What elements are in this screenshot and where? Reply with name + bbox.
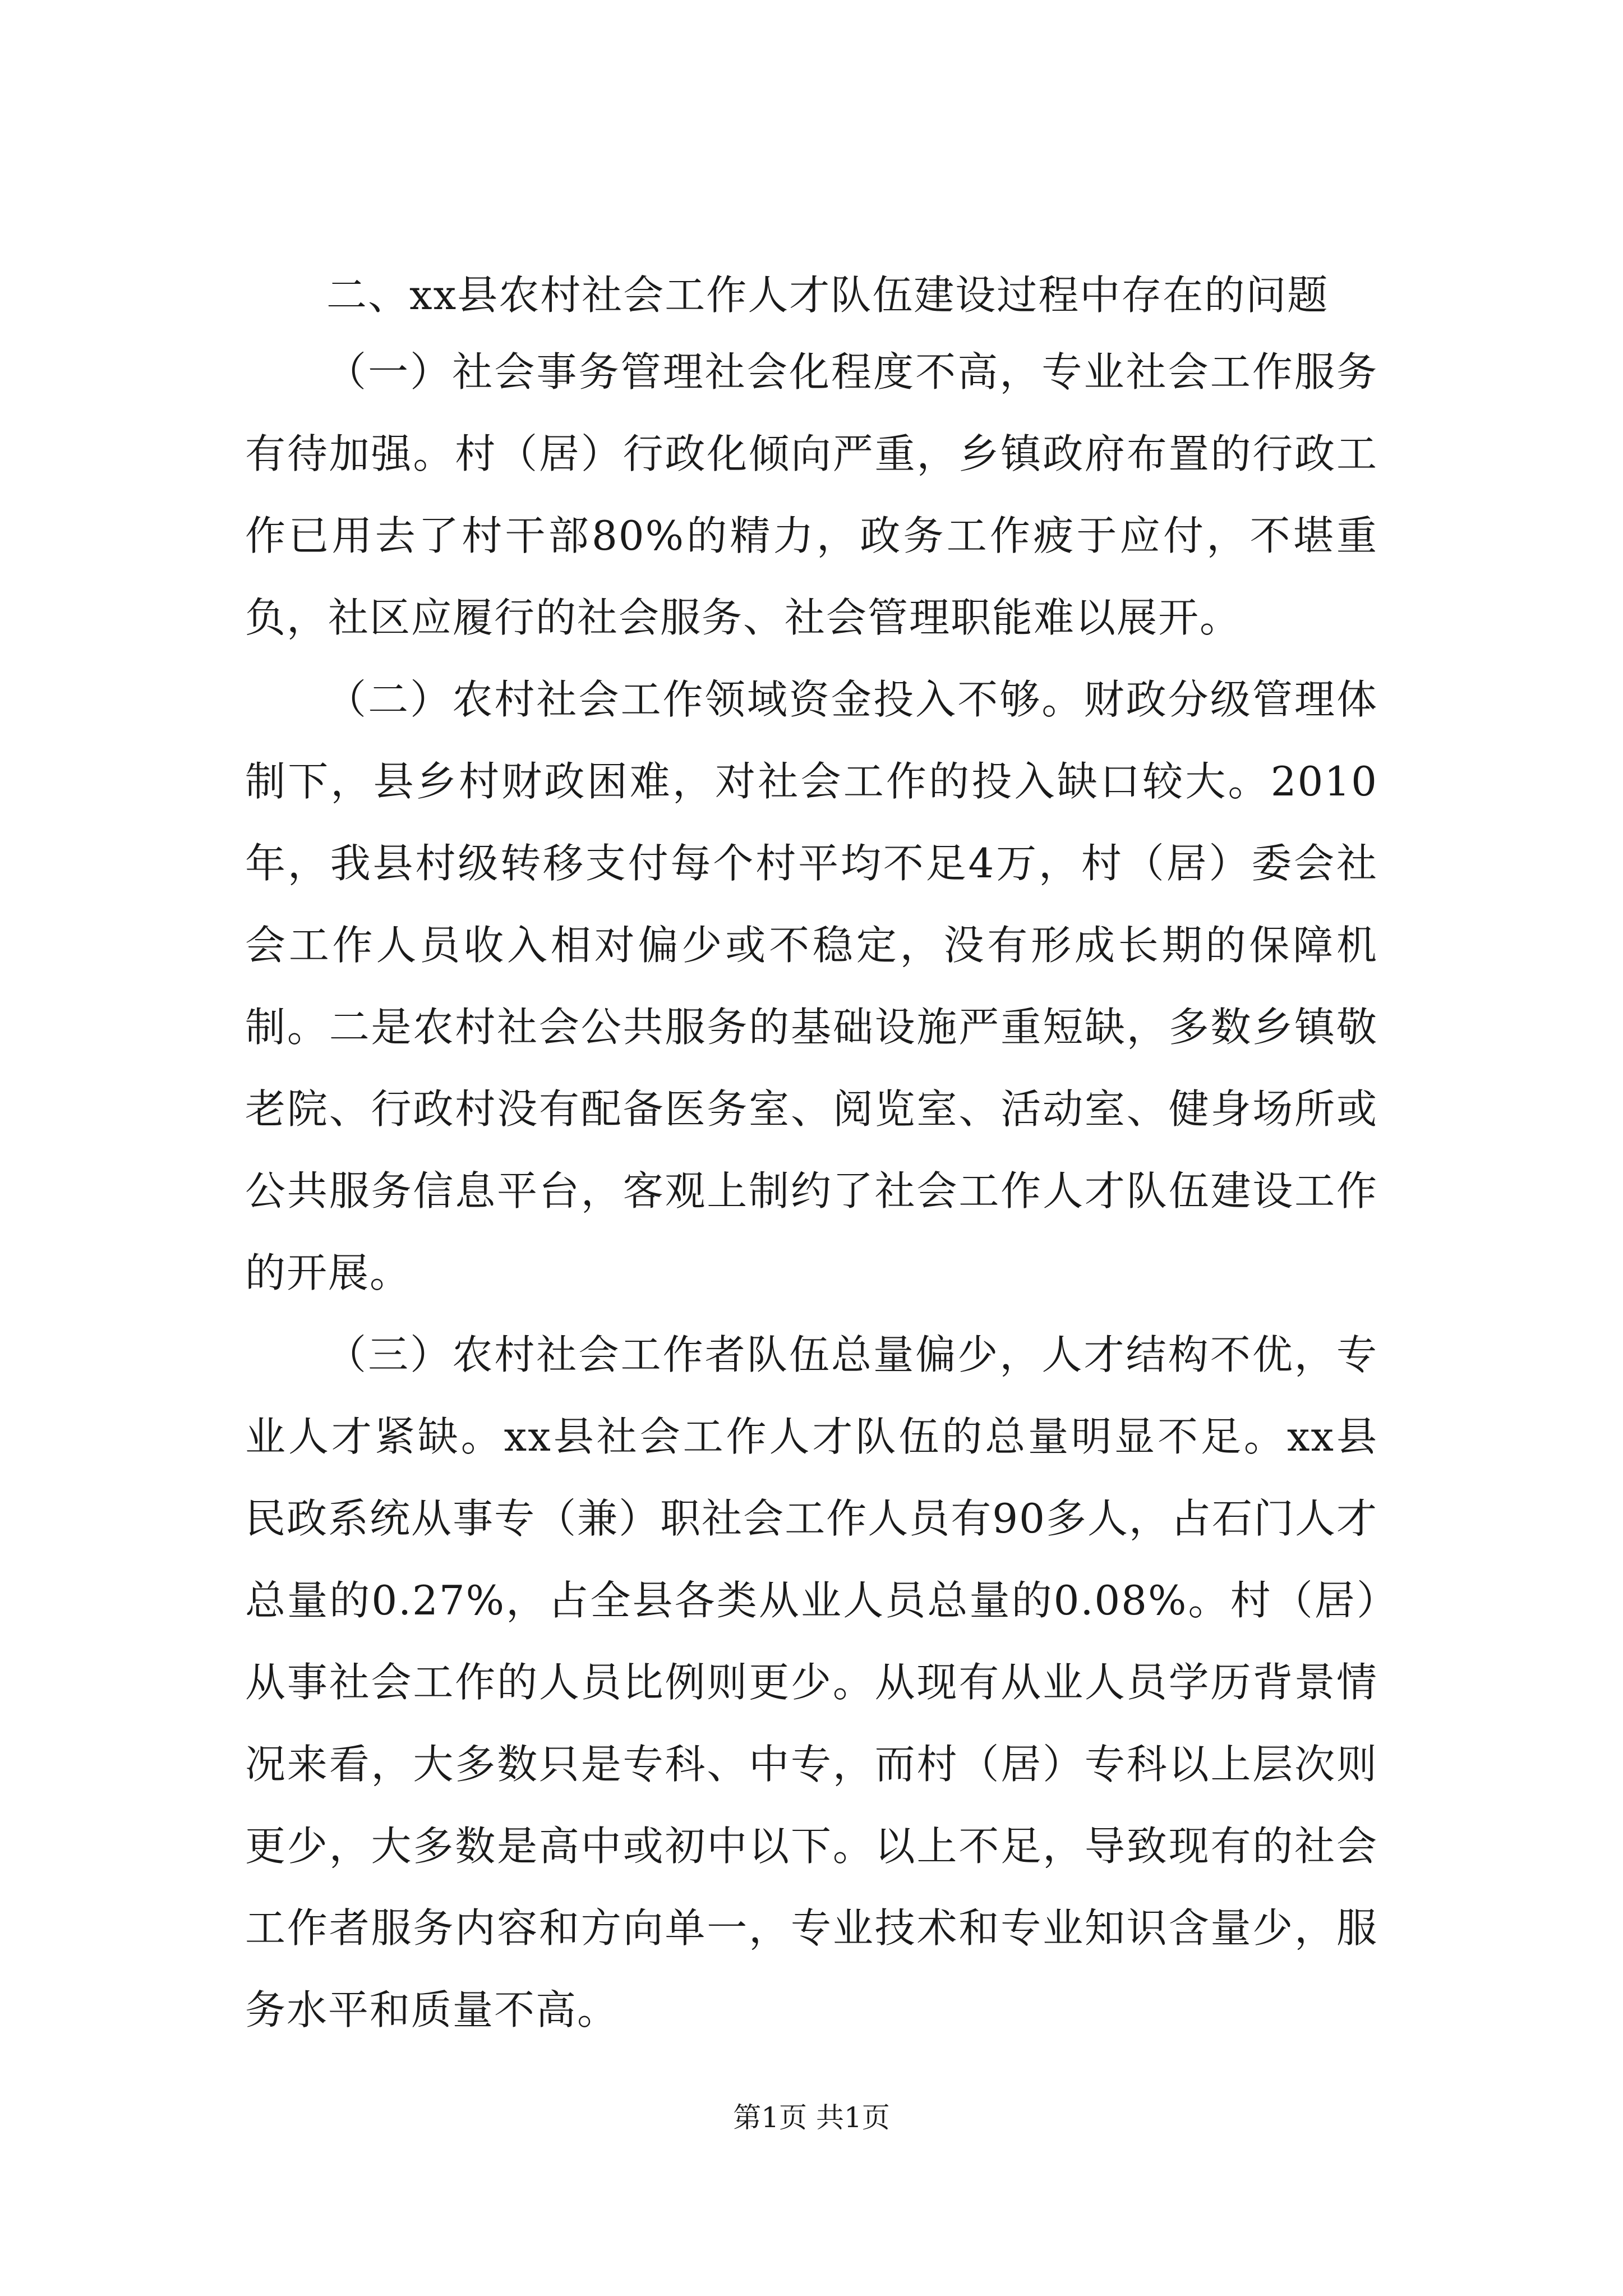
document-body <box>245 264 1378 2051</box>
paragraph-3: （三）农村社会工作者队伍总量偏少，人才结构不优，专业人才紧缺。xx县社会工作人才队伍的总量明显不足。xx县民政系统从事专（兼）职社会工作人员有90多人，占石门人才总量的0.27%，占全县各类从业人员总量的0.08%。村（居）从事社会工作的人员比例则更少。从现有从业人员学历背景情况来看，大多数只是专科、中专，而村（居）专科以上层次则更少，大多数是高中或初中以下。以上不足，导致现有的社会工作者服务内容和方向单一，专业技术和专业知识含量少，服务水平和质量不高。 <box>245 1331 1378 2033</box>
section-heading: 二、xx县农村社会工作人才队伍建设过程中存在的问题 <box>326 272 1329 319</box>
paragraph-2: （二）农村社会工作领域资金投入不够。财政分级管理体制下，县乡村财政困难，对社会工作的投入缺口较大。2010年，我县村级转移支付每个村平均不足4万，村（居）委会社会工作人员收入相对偏少或不稳定，没有形成长期的保障机制。二是农村社会公共服务的基础设施严重短缺，多数乡镇敬老院、行政村没有配备医务室、阅览室、活动室、健身场所或公共服务信息平台，客观上制约了社会工作人才队伍建设工作的开展。 <box>245 676 1378 1296</box>
paragraph-1: （一）社会事务管理社会化程度不高，专业社会工作服务有待加强。村（居）行政化倾向严重，乡镇政府布置的行政工作已用去了村干部80%的精力，政务工作疲于应付，不堪重负，社区应履行的社会服务、社会管理职能难以展开。 <box>245 348 1378 641</box>
page-footer: 第1页 共1页 <box>733 2101 890 2134</box>
